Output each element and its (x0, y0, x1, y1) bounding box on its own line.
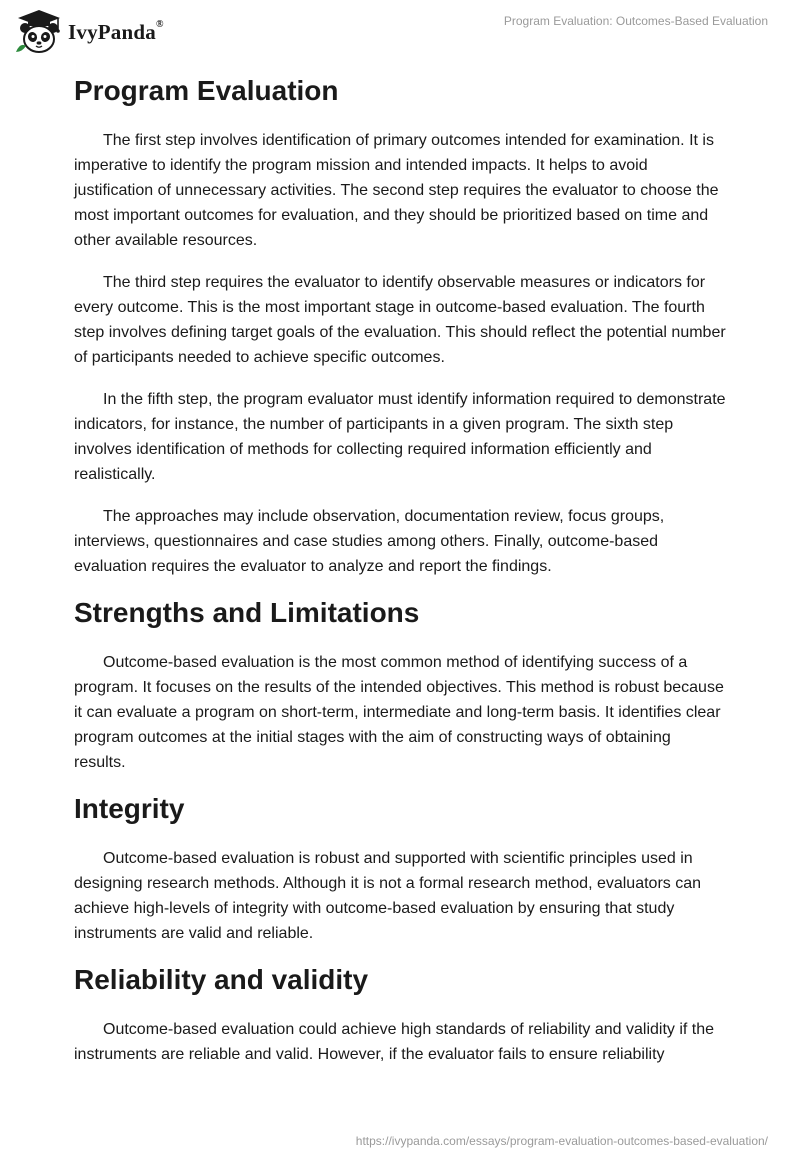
source-url[interactable]: https://ivypanda.com/essays/program-evaluation-outcomes-based-evaluation/ (355, 1134, 768, 1148)
paragraph: Outcome-based evaluation is robust and supported with scientific principles used in designing research methods. Although it is not a formal research method, evaluators can achieve high-levels of integrity with outcome-based evaluation by ensuring that study instruments are valid and reliable. (74, 850, 702, 942)
essay-content (74, 70, 726, 1084)
paragraph: In the fifth step, the program evaluator must identify information required to demonstrate indicators, for instance, the number of participants in a given program. The sixth step involves identification of methods for collecting required information efficiently and realistically. (74, 391, 726, 483)
page-header (0, 0, 800, 62)
paragraph: The third step requires the evaluator to identify observable measures or indicators for every outcome. This is the most important stage in outcome-based evaluation. The fourth step involves defining target goals of the evaluation. This should reflect the potential number of participants needed to achieve specific outcomes. (74, 274, 726, 366)
section-heading-program-evaluation: Program Evaluation (74, 75, 339, 106)
section-heading-reliability-validity: Reliability and validity (74, 964, 369, 995)
paragraph: The first step involves identification of primary outcomes intended for examination. It is imperative to identify the program mission and intended impacts. It helps to avoid justification of unnecessary activities. The second step requires the evaluator to choose the most important outcomes for evaluation, and they should be prioritized based on time and other available resources. (74, 132, 719, 249)
ivypanda-logo[interactable] (14, 8, 164, 56)
section-heading-strengths-limitations: Strengths and Limitations (74, 597, 420, 628)
paragraph: The approaches may include observation, documentation review, focus groups, interviews, questionnaires and case studies among others. Finally, outcome-based evaluation requires the evaluator to analyze and report the findings. (74, 508, 665, 575)
panda-graduation-cap-icon (14, 8, 64, 56)
paragraph: Outcome-based evaluation is the most common method of identifying success of a program. It focuses on the results of the intended objectives. This method is robust because it can evaluate a program on short-term, intermediate and long-term basis. It identifies clear program outcomes at the initial stages with the aim of constructing ways of obtaining results. (74, 654, 724, 771)
document-title: Program Evaluation: Outcomes-Based Evaluation (503, 14, 768, 28)
paragraph: Outcome-based evaluation could achieve high standards of reliability and validity if the instruments are reliable and valid. However, if the evaluator fails to ensure reliability (74, 1021, 715, 1063)
brand-name: IvyPanda® (68, 18, 164, 44)
section-heading-integrity: Integrity (74, 793, 185, 824)
